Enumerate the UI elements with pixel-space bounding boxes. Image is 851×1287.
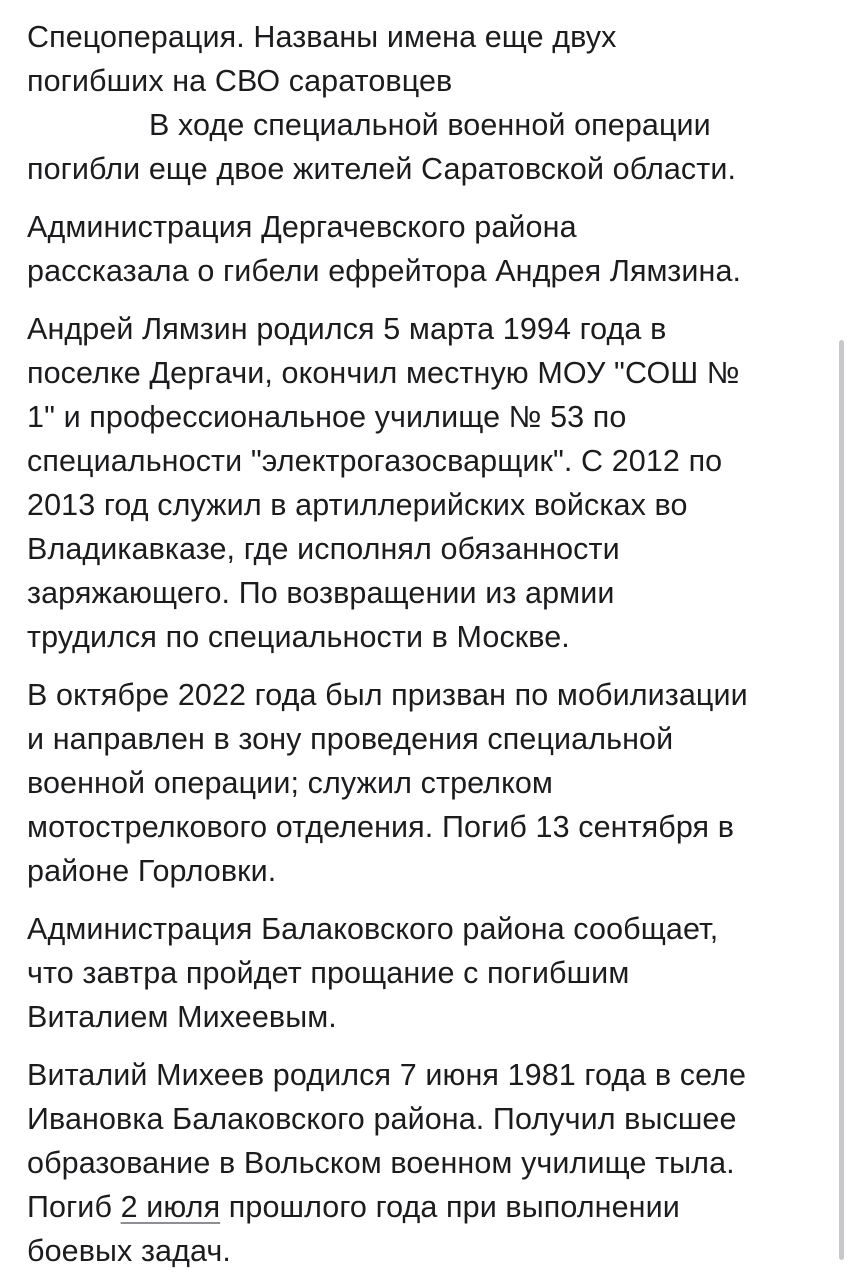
article-lead-text: В ходе специальной военной операции <box>149 108 711 142</box>
paragraph-line: что завтра пройдет прощание с погибшим <box>27 956 630 990</box>
paragraph-lyamzin-bio <box>27 307 827 659</box>
article-title-line: Спецоперация. Названы имена еще двух <box>27 20 617 54</box>
article-lead-line <box>27 103 827 147</box>
paragraph-dergachi-admin <box>27 205 827 293</box>
paragraph-lyamzin-service <box>27 673 827 893</box>
paragraph-line: районе Горловки. <box>27 854 277 888</box>
paragraph-line: Администрация Балаковского района сообщает, <box>27 912 719 946</box>
date-link[interactable]: 2 июля <box>120 1190 221 1224</box>
paragraph-line: рассказала о гибели ефрейтора Андрея Лямзина. <box>27 254 742 288</box>
paragraph-line: специальности "электрогазосварщик". С 2012 по <box>27 444 723 478</box>
paragraph-line: Виталий Михеев родился 7 июня 1981 года в селе <box>27 1058 747 1092</box>
paragraph-mikheev-bio <box>27 1053 827 1273</box>
line-text: Погиб <box>27 1190 121 1224</box>
paragraph-line: Владикавказе, где исполнял обязанности <box>27 532 620 566</box>
paragraph-line: боевых задач. <box>27 1234 231 1268</box>
paragraph-line: военной операции; служил стрелком <box>27 766 553 800</box>
paragraph-line: мотострелкового отделения. Погиб 13 сентября в <box>27 810 735 844</box>
article-intro <box>27 15 827 191</box>
paragraph-line: 1" и профессиональное училище № 53 по <box>27 400 627 434</box>
paragraph-line <box>27 1185 827 1229</box>
paragraph-line: 2013 год служил в артиллерийских войсках во <box>27 488 688 522</box>
paragraph-line: Виталием Михеевым. <box>27 1000 337 1034</box>
article-body <box>27 15 827 1287</box>
line-text: прошлого года при выполнении <box>220 1190 680 1224</box>
paragraph-balakovo-admin <box>27 907 827 1039</box>
paragraph-line: Ивановка Балаковского района. Получил высшее <box>27 1102 737 1136</box>
paragraph-line: трудился по специальности в Москве. <box>27 620 570 654</box>
paragraph-line: поселке Дергачи, окончил местную МОУ "СОШ № <box>27 356 740 390</box>
paragraph-line: Администрация Дергачевского района <box>27 210 577 244</box>
article-title-line: погибших на СВО саратовцев <box>27 64 453 98</box>
paragraph-line: образование в Вольском военном училище тыла. <box>27 1146 735 1180</box>
paragraph-line: и направлен в зону проведения специальной <box>27 722 674 756</box>
article-lead-line: погибли еще двое жителей Саратовской области. <box>27 152 737 186</box>
vertical-scrollbar[interactable] <box>839 340 844 1260</box>
paragraph-line: Андрей Лямзин родился 5 марта 1994 года в <box>27 312 667 346</box>
paragraph-line: В октябре 2022 года был призван по мобилизации <box>27 678 748 712</box>
paragraph-line: заряжающего. По возвращении из армии <box>27 576 615 610</box>
